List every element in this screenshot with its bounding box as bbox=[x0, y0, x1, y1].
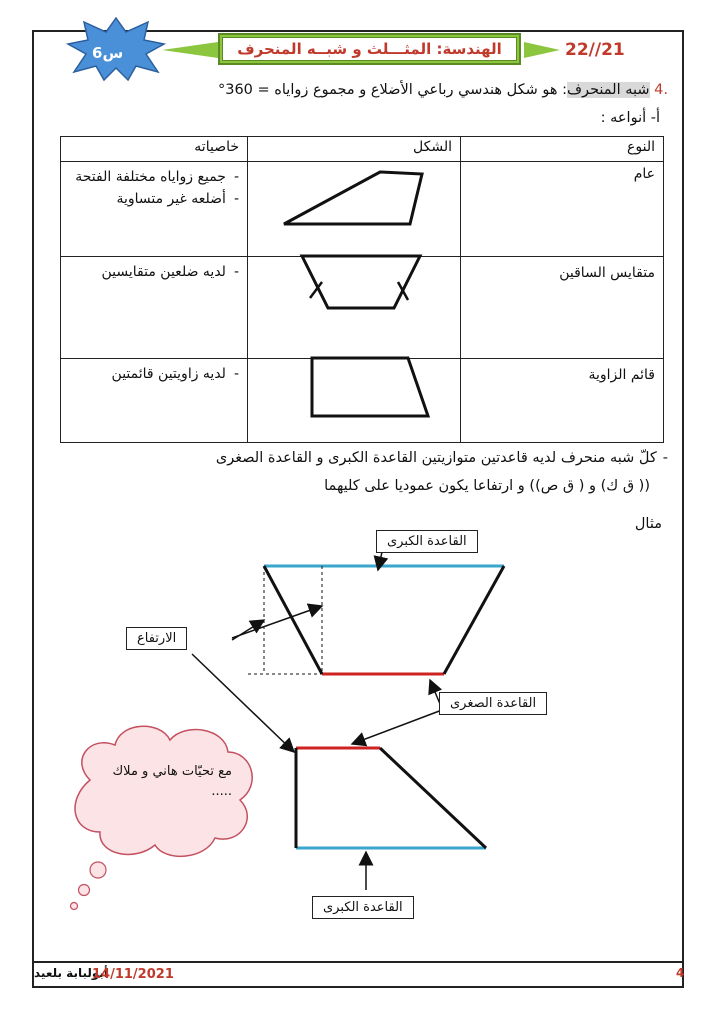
term-highlight: شبه المنحرف bbox=[567, 82, 650, 98]
footer-author: أبولبابة بلعيد bbox=[34, 966, 109, 980]
bases-note-line1: -كلّ شبه منحرف لديه قاعدتين متوازيتين القاعدة الكبرى و القاعدة الصغرى bbox=[215, 450, 668, 466]
arrow-height-2 bbox=[232, 620, 264, 640]
type-cell: قائم الزاوية bbox=[461, 359, 664, 443]
props-cell: -لديه زاويتين قائمتين bbox=[61, 359, 248, 443]
series-label: س6 bbox=[92, 44, 124, 62]
height-label: الارتفاع bbox=[126, 627, 187, 650]
arrow-small-base-2 bbox=[352, 710, 442, 744]
arrow-height-1 bbox=[232, 606, 322, 638]
right-leg bbox=[444, 566, 504, 674]
definition-text: : هو شكل هندسي رباعي الأضلاع و مجموع زواياه = 360° bbox=[217, 82, 568, 98]
props-cell: -جميع زواياه مختلفة الفتحة -أضلعه غير متساوية bbox=[61, 162, 248, 257]
example-label: مثال bbox=[634, 516, 662, 532]
header-shape: الشكل bbox=[248, 137, 461, 162]
small-base-label: القاعدة الصغرى bbox=[439, 692, 547, 715]
types-heading: أ- أنواعه : bbox=[600, 110, 660, 126]
footer-date: 14/11/2021 bbox=[92, 967, 174, 982]
big-base-label-top: القاعدة الكبرى bbox=[376, 530, 478, 553]
page-title: الهندسة: المثـــلث و شبــه المنحرف bbox=[222, 37, 517, 61]
cloud-message: مع تحيّات هاني و ملاك ..... bbox=[112, 764, 232, 799]
speech-cloud-icon bbox=[71, 726, 253, 909]
bases-note-line2: (( ق ك) و ( ق ص)) و ارتفاعا يكون عموديا على كليهما bbox=[324, 478, 650, 494]
page-reference: 22//21 bbox=[565, 40, 625, 60]
props-cell: -لديه ضلعين متقايسين bbox=[61, 257, 248, 359]
header-props: خاصياته bbox=[61, 137, 248, 162]
type-cell: متقايس الساقين bbox=[461, 257, 664, 359]
slanted-side bbox=[380, 748, 486, 848]
big-base-label-bottom: القاعدة الكبرى bbox=[312, 896, 414, 919]
prop-text: لديه ضلعين متقايسين bbox=[101, 264, 226, 280]
footer-page-number: 4 bbox=[676, 966, 685, 980]
prop-text: أضلعه غير متساوية bbox=[116, 191, 226, 207]
left-leg bbox=[264, 566, 322, 674]
prop-text: لديه زاويتين قائمتين bbox=[111, 366, 226, 382]
prop-text: جميع زواياه مختلفة الفتحة bbox=[75, 169, 226, 185]
footer-divider bbox=[34, 961, 682, 963]
section-number: .4 bbox=[654, 82, 668, 98]
type-cell: عام bbox=[461, 162, 664, 257]
header-type: النوع bbox=[461, 137, 664, 162]
